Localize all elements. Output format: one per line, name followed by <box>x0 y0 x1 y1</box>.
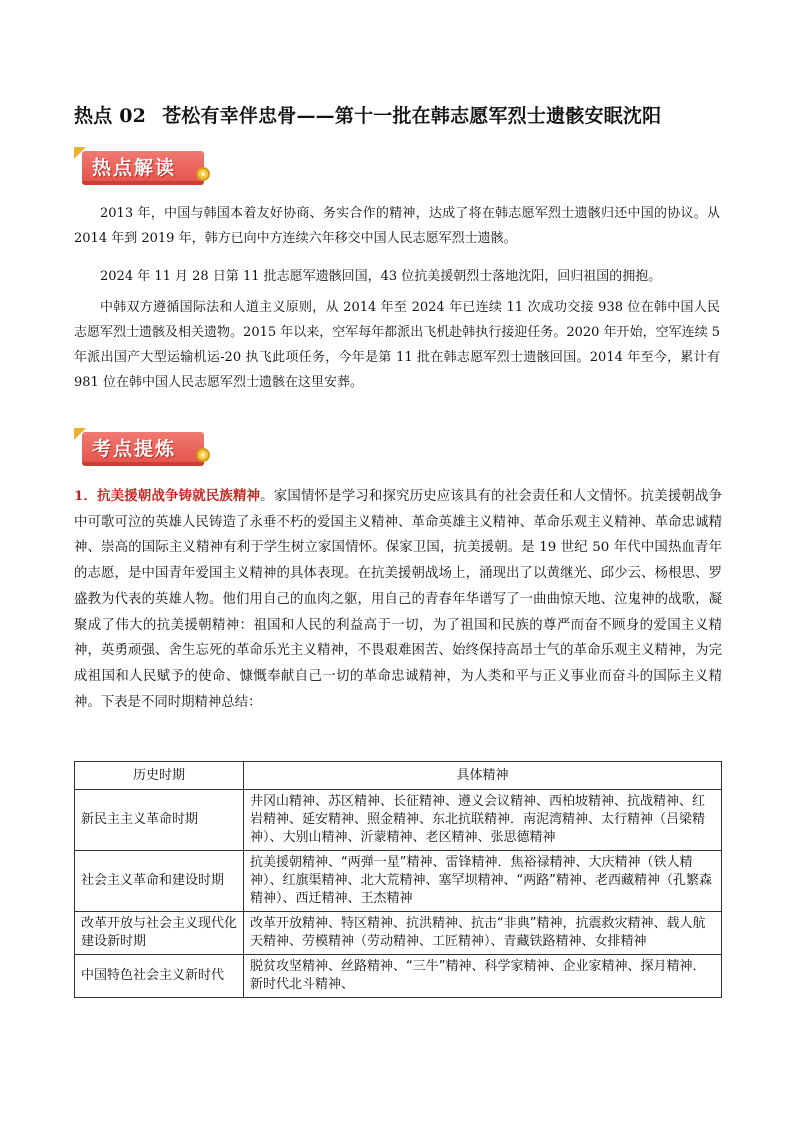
banner-knob-icon <box>196 448 210 462</box>
row-spirit: 抗美援朝精神、“两弹一星”精神、雷锋精神．焦裕禄精神、大庆精神（铁人精神）、红旗渠精神、北大荒精神、塞罕坝精神、“两路”精神、老西藏精神（孔繁森精神）、西迁精神、王杰精神 <box>244 851 722 912</box>
banner-corner <box>74 428 86 440</box>
page-title <box>74 101 734 128</box>
banner-edge <box>82 462 204 466</box>
table-row <box>75 912 722 955</box>
row-period: 改革开放与社会主义现代化建设新时期 <box>75 912 244 955</box>
section-banner-key-points <box>74 428 214 470</box>
row-period: 新民主主义革命时期 <box>75 790 244 851</box>
table-row <box>75 851 722 912</box>
banner-label: 热点解读 <box>92 157 177 179</box>
row-spirit: 井冈山精神、苏区精神、长征精神、遵义会议精神、西柏坡精神、抗战精神、红岩精神、延安精神、照金精神、东北抗联精神．南泥湾精神、太行精神（吕梁精神）、大别山精神、沂蒙精神、老区精神、张思德精神 <box>244 790 722 851</box>
row-spirit: 改革开放精神、特区精神、抗洪精神、抗击“非典”精神，抗震救灾精神、载人航天精神、劳模精神（劳动精神、工匠精神）、青藏铁路精神、女排精神 <box>244 912 722 955</box>
row-period: 中国特色社会主义新时代 <box>75 955 244 998</box>
header-period: 历史时期 <box>75 762 244 790</box>
table-row <box>75 790 722 851</box>
key-point-title: 1．抗美援朝战争铸就民族精神 <box>74 488 261 504</box>
title-number: 热点 02 <box>74 105 147 127</box>
banner-edge <box>82 181 204 185</box>
row-spirit: 脱贫攻坚精神、丝路精神、“三牛”精神、科学家精神、企业家精神、探月精神．新时代北斗精神、 <box>244 955 722 998</box>
title-text: 苍松有幸伴忠骨——第十一批在韩志愿军烈士遗骸安眠沈阳 <box>162 105 662 127</box>
table-header-row <box>75 762 722 790</box>
banner-corner <box>74 147 86 159</box>
header-spirit: 具体精神 <box>244 762 722 790</box>
key-point-body: 。家国情怀是学习和探究历史应该具有的社会责任和人文情怀。抗美援朝战争中可歌可泣的英雄人民铸造了永垂不朽的爱国主义精神、革命英雄主义精神、革命乐观主义精神、革命忠诚精神、崇高的国际主义精神有利于学生树立家国情怀。保家卫国，抗美援朝。是 19 世纪 50 年代中国热血青年的志愿，是中国青年爱国主义精神的具体表现。在抗美援朝战场上，涌现出了以黄继光、邱少云、杨根思、罗盛教为代表的英雄人物。他们用自己的血肉之躯，用自己的青春年华谱写了一曲曲惊天地、泣鬼神的战歌，凝聚成了伟大的抗美援朝精神：祖国和人民的利益高于一切，为了祖国和民族的尊严而奋不顾身的爱国主义精神，英勇顽强、舍生忘死的革命乐光主义精神，不畏艰难困苦、始终保持高昂士气的革命乐观主义精神，为完成祖国和人民赋予的使命、慷慨奉献自己一切的革命忠诚精神，为人类和平与正义事业而奋斗的国际主义精神。下表是不同时期精神总结： <box>74 489 722 710</box>
table-row <box>75 955 722 998</box>
row-period: 社会主义革命和建设时期 <box>75 851 244 912</box>
key-point-paragraph <box>74 484 722 715</box>
spirit-table <box>74 761 722 998</box>
banner-knob-icon <box>196 167 210 181</box>
intro-paragraph-1: 2013 年，中国与韩国本着友好协商、务实合作的精神，达成了将在韩志愿军烈士遗骸归还中国的协议。从 2014 年到 2019 年，韩方已向中方连续六年移交中国人民志愿军烈士遗骸。 <box>74 206 720 246</box>
section-banner-hot-topic <box>74 147 214 189</box>
intro-paragraph-3: 中韩双方遵循国际法和人道主义原则，从 2014 年至 2024 年已连续 11 次成功交接 938 位在韩中国人民志愿军烈士遗骸及相关遗物。2015 年以来，空军每年都派出飞机赴韩执行接迎任务。2020 年开始，空军连续 5 年派出国产大型运输机运-20 执飞此项任务，今年是第 11 批在韩志愿军烈士遗骸回国。2014 年至今，累计有 981 位在韩中国人民志愿军烈士遗骸在这里安葬。 <box>74 300 720 390</box>
banner-label: 考点提炼 <box>92 438 177 460</box>
intro-paragraph-2: 2024 年 11 月 28 日第 11 批志愿军遗骸回国，43 位抗美援朝烈士落地沈阳，回归祖国的拥抱。 <box>100 269 662 284</box>
